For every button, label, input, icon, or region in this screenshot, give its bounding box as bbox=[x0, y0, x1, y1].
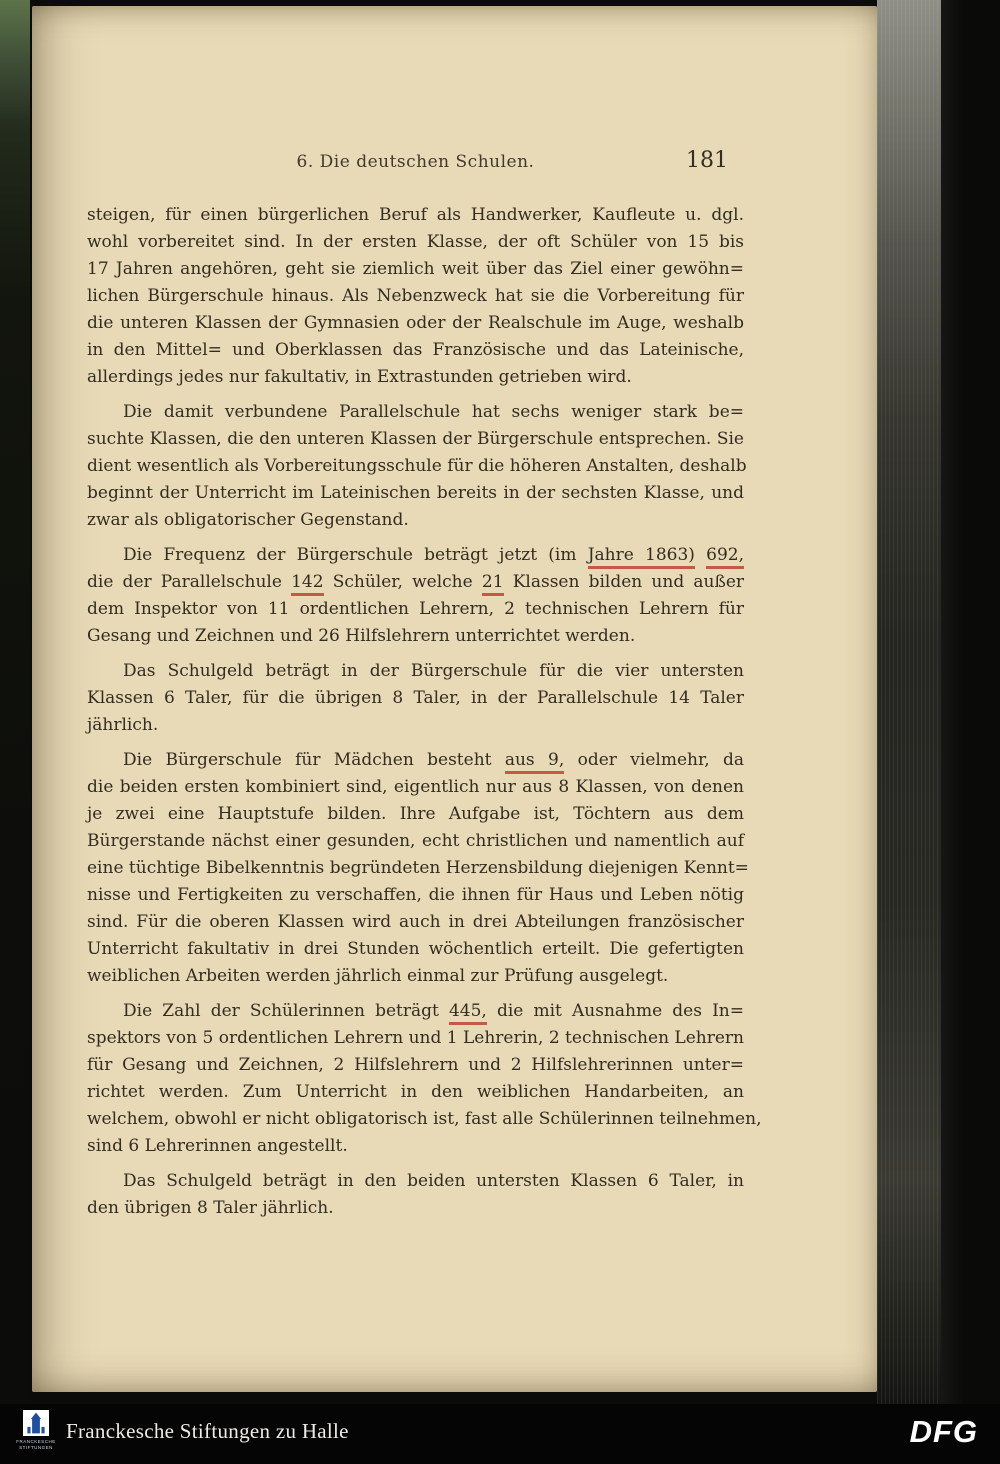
text-line: die beiden ersten kombiniert sind, eigentlich nur aus 8 Klassen, von denen bbox=[87, 777, 744, 797]
text-line: 17 Jahren angehören, geht sie ziemlich weit über das Ziel einer gewöhn= bbox=[87, 259, 744, 279]
text-line: Die Frequenz der Bürgerschule beträgt jetzt (im Jahre 1863) 692, bbox=[87, 542, 744, 569]
text-line: welchem, obwohl er nicht obligatorisch ist, fast alle Schülerinnen teilnehmen, bbox=[87, 1109, 762, 1129]
book-cover-right bbox=[941, 0, 1000, 1404]
paragraph bbox=[87, 658, 744, 739]
page-number: 181 bbox=[686, 148, 728, 173]
text-line: eine tüchtige Bibelkenntnis begründeten Herzensbildung diejenigen Kennt= bbox=[87, 858, 749, 878]
text-line: allerdings jedes nur fakultativ, in Extrastunden getrieben wird. bbox=[87, 367, 632, 387]
text-line: die der Parallelschule 142 Schüler, welche 21 Klassen bilden und außer bbox=[87, 569, 744, 596]
tower-emblem-icon bbox=[23, 1410, 49, 1436]
text-line: je zwei eine Hauptstufe bilden. Ihre Aufgabe ist, Töchtern aus dem bbox=[87, 804, 744, 824]
logo-text-line2: STIFTUNGEN bbox=[19, 1444, 53, 1450]
paragraph bbox=[87, 998, 762, 1160]
paragraph bbox=[87, 202, 744, 391]
text-line: richtet werden. Zum Unterricht in den weiblichen Handarbeiten, an bbox=[87, 1082, 744, 1102]
text-line: zwar als obligatorischer Gegenstand. bbox=[87, 510, 409, 530]
logo-text-line1: FRANCKESCHE bbox=[16, 1439, 56, 1444]
text-line: Bürgerstande nächst einer gesunden, echt christlichen und namentlich auf bbox=[87, 831, 744, 851]
franckesche-stiftungen-logo-icon bbox=[16, 1410, 56, 1458]
text-line: nisse und Fertigkeiten zu verschaffen, die ihnen für Haus und Leben nötig bbox=[87, 885, 744, 905]
text-line: jährlich. bbox=[87, 715, 159, 735]
text-line: suchte Klassen, die den unteren Klassen der Bürgerschule entsprechen. Sie bbox=[87, 429, 744, 449]
text-line: Unterricht fakultativ in drei Stunden wöchentlich erteilt. Die gefertigten bbox=[87, 939, 744, 959]
text-line: Die damit verbundene Parallelschule hat sechs weniger stark be= bbox=[123, 402, 744, 422]
running-title: 6. Die deutschen Schulen. bbox=[296, 152, 535, 172]
text-line: Die Bürgerschule für Mädchen besteht aus 9, oder vielmehr, da bbox=[87, 747, 744, 774]
stacked-page-edges bbox=[877, 0, 941, 1404]
text-line: den übrigen 8 Taler jährlich. bbox=[87, 1198, 334, 1218]
text-line: dem Inspektor von 11 ordentlichen Lehrern, 2 technischen Lehrern für bbox=[87, 599, 744, 619]
text-line: wohl vorbereitet sind. In der ersten Klasse, der oft Schüler von 15 bis bbox=[87, 232, 744, 252]
text-line: in den Mittel= und Oberklassen das Französische und das Lateinische, bbox=[87, 340, 744, 360]
page-header bbox=[87, 148, 744, 182]
text-line: steigen, für einen bürgerlichen Beruf als Handwerker, Kaufleute u. dgl. bbox=[87, 205, 744, 225]
red-underline-annotation: 445, bbox=[449, 1001, 487, 1025]
paragraph bbox=[87, 542, 744, 650]
page bbox=[32, 6, 877, 1392]
text-line: sind 6 Lehrerinnen angestellt. bbox=[87, 1136, 348, 1156]
red-underline-annotation: 692, bbox=[706, 545, 744, 569]
text-block bbox=[87, 202, 762, 1222]
text-line: Das Schulgeld beträgt in der Bürgerschule für die vier untersten bbox=[123, 661, 744, 681]
red-underline-annotation: 21 bbox=[482, 572, 504, 596]
paragraph bbox=[87, 1168, 744, 1222]
footer-bar bbox=[0, 1404, 1000, 1464]
text-line: Das Schulgeld beträgt in den beiden untersten Klassen 6 Taler, in bbox=[123, 1171, 744, 1191]
text-line: weiblichen Arbeiten werden jährlich einmal zur Prüfung ausgelegt. bbox=[87, 966, 669, 986]
library-name: Franckesche Stiftungen zu Halle bbox=[66, 1419, 349, 1443]
text-line: für Gesang und Zeichnen, 2 Hilfslehrern und 2 Hilfslehrerinnen unter= bbox=[87, 1055, 744, 1075]
dfg-logo: DFG bbox=[909, 1414, 978, 1449]
text-line: spektors von 5 ordentlichen Lehrern und 1 Lehrerin, 2 technischen Lehrern bbox=[87, 1028, 744, 1048]
text-line: Gesang und Zeichnen und 26 Hilfslehrern unterrichtet werden. bbox=[87, 626, 636, 646]
red-underline-annotation: Jahre 1863) bbox=[588, 545, 695, 569]
text-line: beginnt der Unterricht im Lateinischen bereits in der sechsten Klasse, und bbox=[87, 483, 744, 503]
text-line: die unteren Klassen der Gymnasien oder der Realschule im Auge, weshalb bbox=[87, 313, 744, 333]
book-cover-spine bbox=[0, 0, 30, 1404]
red-underline-annotation: 142 bbox=[291, 572, 323, 596]
text-line: sind. Für die oberen Klassen wird auch in drei Abteilungen französischer bbox=[87, 912, 744, 932]
text-line: lichen Bürgerschule hinaus. Als Nebenzweck hat sie die Vorbereitung für bbox=[87, 286, 744, 306]
text-line: Klassen 6 Taler, für die übrigen 8 Taler, in der Parallelschule 14 Taler bbox=[87, 688, 744, 708]
paragraph bbox=[87, 747, 749, 990]
text-line: Die Zahl der Schülerinnen beträgt 445, die mit Ausnahme des In= bbox=[87, 998, 744, 1025]
paragraph bbox=[87, 399, 747, 534]
red-underline-annotation: aus 9, bbox=[505, 750, 564, 774]
text-line: dient wesentlich als Vorbereitungsschule für die höheren Anstalten, deshalb bbox=[87, 456, 747, 476]
